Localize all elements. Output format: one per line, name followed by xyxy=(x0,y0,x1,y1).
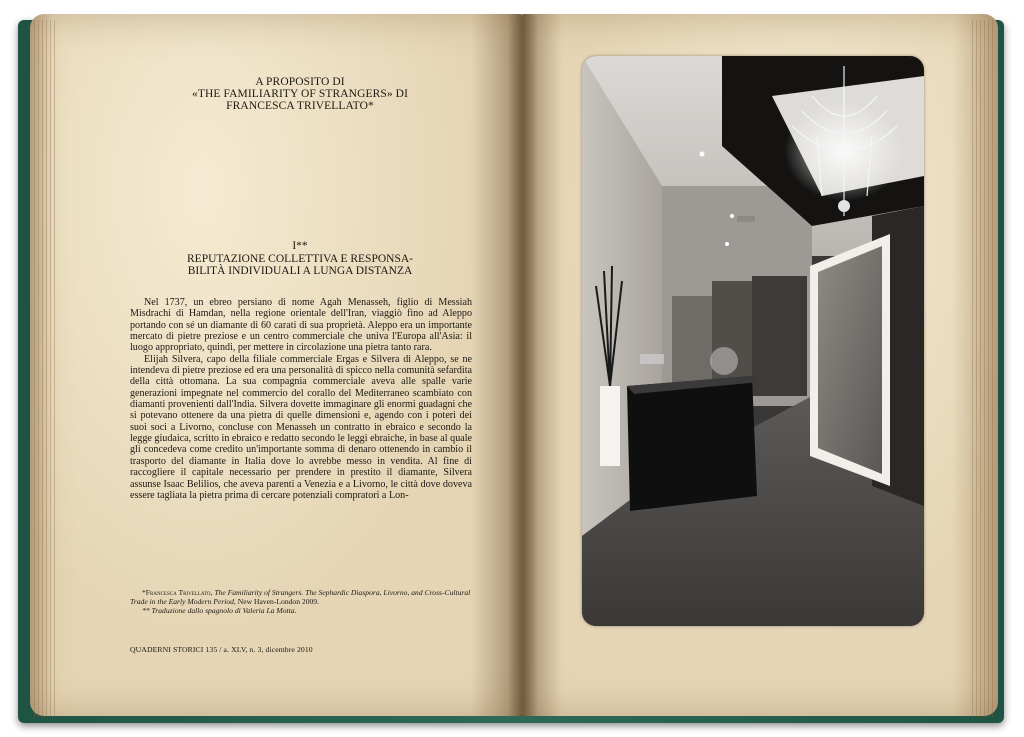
section-number: I** xyxy=(292,240,308,252)
section-title-line: BILITÀ INDIVIDUALI A LUNGA DISTANZA xyxy=(187,265,413,277)
section-heading xyxy=(130,240,470,278)
paragraph: Elijah Silvera, capo della filiale commerciale Ergas e Silvera di Aleppo, se ne intendeva di pietre preziose ed era una personalità di spicco nella comunità sefardita della città ottomana. La sua compagnia commerciale aveva alle spalle varie generazioni impegnate nel commercio del corallo del Mediterraneo scambiato con diamanti provenienti dall'India. Silvera dovette immaginare gli enormi guadagni che si potevano ottenere da una pietra di quelle dimensioni e, agendo con i poteri dei suoi soci a Livorno, concluse con Menasseh un contratto in ebraico e secondo la legge giudaica, scritto in ebraico e redatto secondo le leggi ebraiche, in base al quale gli concedeva come credito un'importante somma di denaro ottenendo in cambio il trasporto del diamante in Italia dove lo avrebbe messo in vendita. Al fine di raccogliere il capitale necessario per prendere in prestito il diamante, Silvera assunse Isaac Belilios, che aveva parenti a Venezia e a Livorno, le città dove doveva essere tagliata la pietra prima di cercare potenziali compratori a Lon- xyxy=(130,353,472,501)
footnote-author: *Francesca Trivellato, xyxy=(142,588,213,597)
footnotes xyxy=(130,588,472,615)
page-edges-right xyxy=(972,20,994,717)
section-title-line: REPUTAZIONE COLLETTIVA E RESPONSA- xyxy=(187,252,413,265)
page-edges-left xyxy=(34,20,56,717)
boutique-interior-photo xyxy=(582,56,924,626)
footnote-2 xyxy=(130,606,472,615)
journal-footer: QUADERNI STORICI 135 / a. XLV, n. 3, dicembre 2010 xyxy=(130,645,313,654)
heading-line: A PROPOSITO DI xyxy=(255,76,345,88)
heading-line: FRANCESCA TRIVELLATO* xyxy=(226,100,374,112)
heading-line: «THE FAMILIARITY OF STRANGERS» DI xyxy=(191,88,409,100)
article-body xyxy=(130,297,472,501)
photo-illustration xyxy=(582,56,924,626)
footnote-book-title: The Familiarity of Strangers. The Sephardic Diaspora, Livorno, and Cross-Cultural Trade in the Early Modern Period, xyxy=(130,588,471,606)
article-heading xyxy=(130,76,470,112)
footnote-publisher: New Haven-London 2009. xyxy=(237,597,319,606)
footnote-1 xyxy=(130,588,472,606)
paragraph: Nel 1737, un ebreo persiano di nome Agah Menasseh, figlio di Messiah Misdrachi di Hamdan, nella regione orientale dell'Iran, viaggiò fino ad Aleppo portando con sé un diamante di 60 carati di sua proprietà. Aleppo era un importante mercato di pietre preziose e un centro commerciale che univa l'Europa all'Asia: il luogo appropriato, quindi, per mettere in circolazione una pietra tanto rara. xyxy=(130,297,472,354)
book-gutter xyxy=(508,14,538,716)
footnote-translation: ** Traduzione dallo spagnolo di Valeria La Motta. xyxy=(142,606,297,615)
